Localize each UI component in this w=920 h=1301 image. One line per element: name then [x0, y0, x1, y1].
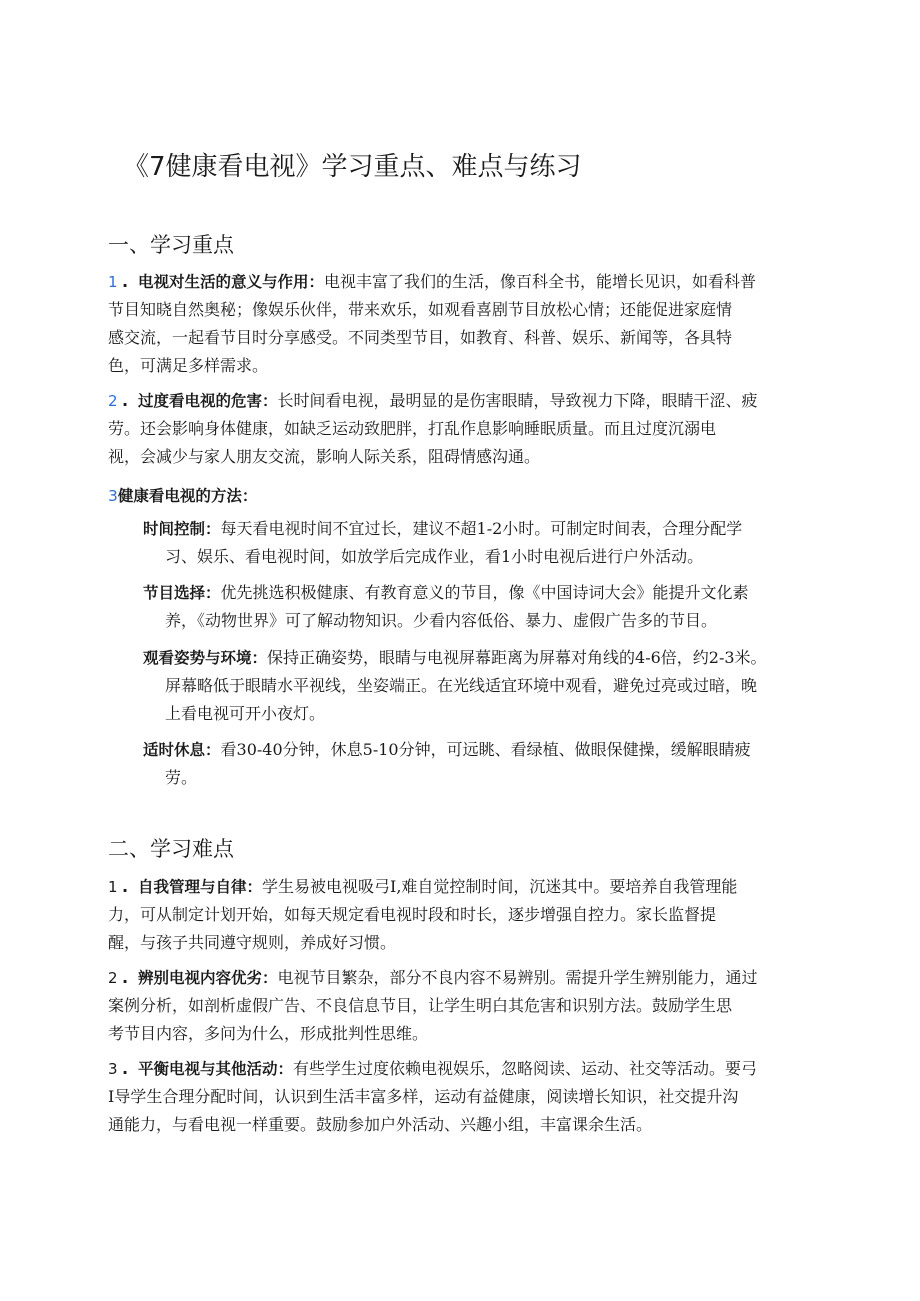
item-text-line: 色，可满足多样需求。	[108, 356, 269, 375]
method-rest	[143, 736, 808, 792]
item-text-line: 节目知晓自然奥秘；像娱乐伙伴，带来欢乐，如观看喜剧节目放松心情；还能促进家庭情	[108, 300, 733, 319]
difficulty-item-3	[108, 1055, 808, 1139]
item-number: 2	[108, 969, 118, 987]
item-text-line: 考节目内容，多问为什么，形成批判性思维。	[108, 1024, 429, 1043]
section-heading-difficulty: 二、学习难点	[108, 837, 234, 861]
section-heading-focus: 一、学习重点	[108, 233, 234, 257]
method-posture-environment	[143, 644, 808, 728]
item-lead: 辨别电视内容优劣：	[138, 969, 278, 987]
item-text-line: 醒，与孩子共同遵守规则，养成好习惯。	[108, 933, 397, 952]
item-lead: 平衡电视与其他活动：	[138, 1060, 294, 1078]
item-dot: .	[122, 1059, 129, 1078]
item-number: 2	[108, 392, 118, 410]
sub-item-text-line: 上看电视可开小夜灯。	[165, 704, 326, 723]
item-number: 3	[108, 1060, 118, 1078]
item-text-line: 电视节目繁杂，部分不良内容不易辨别。需提升学生辨别能力，通过	[277, 968, 758, 987]
item-lead: 过度看电视的危害：	[138, 392, 278, 410]
sub-item-label: 适时休息：	[143, 741, 221, 759]
item-dot: .	[122, 877, 129, 896]
item-lead: 健康看电视的方法：	[117, 487, 258, 505]
sub-item-text-line: 优先挑选积极健康、有教育意义的节目，像《中国诗词大会》能提升文化素	[220, 583, 749, 602]
item-text-line: 学生易被电视吸弓I,难自觉控制时间，沉迷其中。要培养自我管理能	[262, 877, 738, 896]
item-text-line: 感交流，一起看节目时分享感受。不同类型节目，如教育、科普、娱乐、新闻等，各具特	[108, 328, 733, 347]
item-text-line: 电视丰富了我们的生活，像百科全书，能增长见识，如看科普	[324, 272, 757, 291]
item-text-line: 有些学生过度依赖电视娱乐，忽略阅读、运动、社交等活动。要弓	[293, 1059, 758, 1078]
difficulty-item-2	[108, 964, 808, 1048]
item-lead: 电视对生活的意义与作用：	[138, 273, 325, 291]
method-program-choice	[143, 579, 808, 635]
sub-item-text-line: 屏幕略低于眼睛水平视线，坐姿端正。在光线适宜环境中观看，避免过亮或过暗，晚	[165, 676, 758, 695]
item-text-line: 视，会减少与家人朋友交流，影响人际关系，阻碍情感沟通。	[108, 447, 541, 466]
focus-item-2	[108, 387, 808, 471]
item-number: 1	[108, 273, 118, 291]
item-number: 3	[108, 487, 118, 505]
item-text-line: 长时间看电视，最明显的是伤害眼睛，导致视力下降，眼睛干涩、疲	[277, 391, 758, 410]
item-text-line: 案例分析，如剖析虚假广告、不良信息节目，让学生明白其危害和识别方法。鼓励学生思	[108, 996, 733, 1015]
document-title: 《7健康看电视》学习重点、难点与练习	[123, 152, 582, 182]
item-dot: .	[122, 968, 129, 987]
sub-item-text-line: 养，《动物世界》可了解动物知识。少看内容低俗、暴力、虚假广告多的节目。	[165, 611, 718, 630]
item-number: 1	[108, 878, 118, 896]
item-text-line: 劳。还会影响身体健康，如缺乏运动致肥胖，打乱作息影响睡眠质量。而且过度沉溺电	[108, 419, 717, 438]
sub-item-text-line: 习、娱乐、看电视时间，如放学后完成作业，看1小时电视后进行户外活动。	[165, 547, 704, 566]
item-text-line: 力，可从制定计划开始，如每天规定看电视时段和时长，逐步增强自控力。家长监督提	[108, 905, 717, 924]
item-text-line: 通能力，与看电视一样重要。鼓励参加户外活动、兴趣小组，丰富课余生活。	[108, 1115, 653, 1134]
sub-item-label: 时间控制：	[143, 520, 221, 538]
sub-item-text-line: 保持正确姿势，眼睛与电视屏幕距离为屏幕对角线的4-6倍，约2-3米。	[267, 648, 767, 667]
sub-item-text-line: 每天看电视时间不宜过长，建议不超1-2小时。可制定时间表，合理分配学	[220, 519, 743, 538]
item-dot: .	[122, 391, 129, 410]
difficulty-item-1	[108, 873, 808, 957]
item-text-line: I导学生合理分配时间，认识到生活丰富多样，运动有益健康，阅读增长知识，社交提升沟	[108, 1087, 739, 1106]
focus-item-3-heading	[108, 484, 257, 506]
sub-item-text-line: 劳。	[165, 768, 198, 787]
sub-item-label: 节目选择：	[143, 584, 221, 602]
sub-item-text-line: 看30-40分钟，休息5-10分钟，可远眺、看绿植、做眼保健操，缓解眼睛疲	[220, 740, 751, 759]
focus-item-1	[108, 268, 808, 380]
sub-item-label: 观看姿势与环境：	[143, 649, 268, 667]
method-time-control	[143, 515, 808, 571]
item-lead: 自我管理与自律：	[138, 878, 263, 896]
item-dot: .	[122, 272, 129, 291]
